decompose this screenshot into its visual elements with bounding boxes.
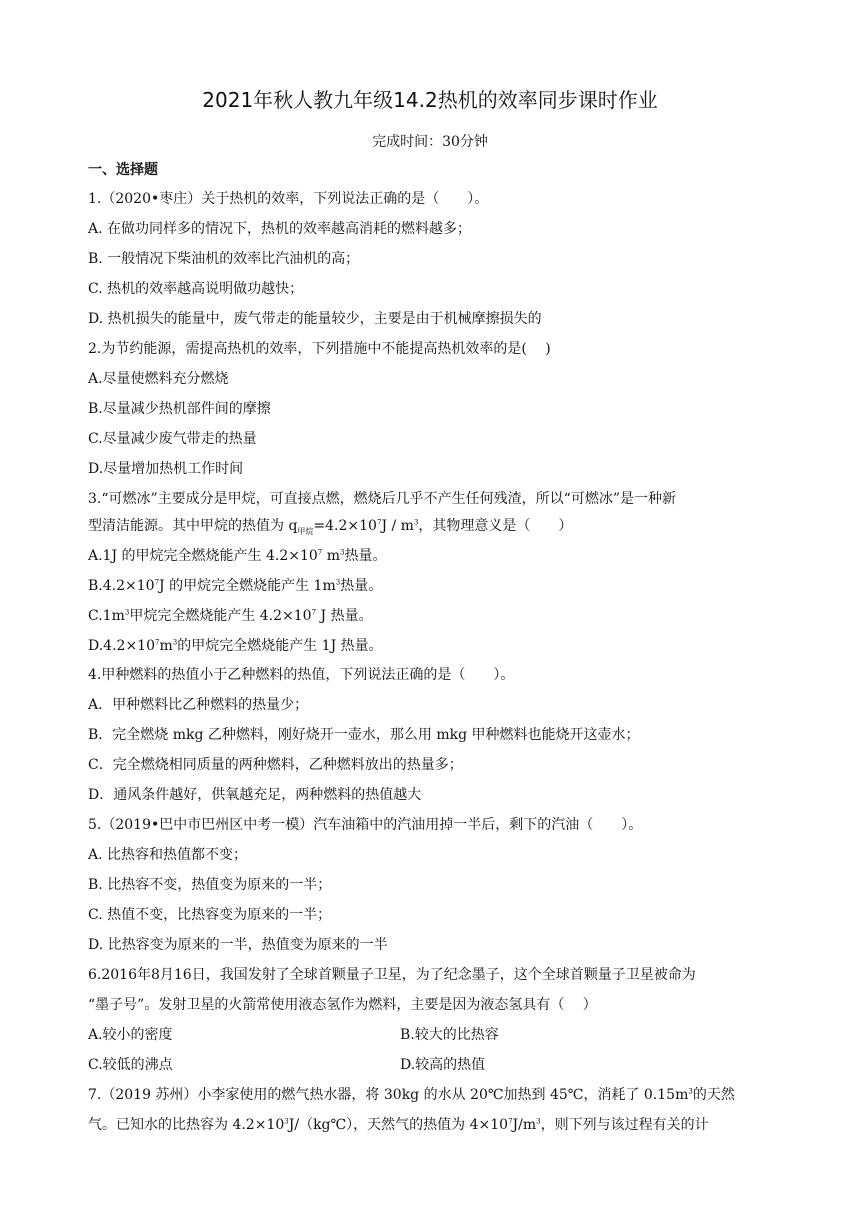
question-6-option-a: A.较小的密度 xyxy=(88,1027,173,1043)
question-5-stem: 5.（2019•巴中市巴州区中考一模）汽车油箱中的汽油用掉一半后，剩下的汽油（ ）。 xyxy=(88,817,643,833)
question-5-option-c: C. 热值不变，比热容变为原来的一半； xyxy=(88,907,332,923)
time-limit: 完成时间：30分钟 xyxy=(372,134,488,150)
question-6-stem-line-2: “墨子号”。发射卫星的火箭常使用液态氢作为燃料，主要是因为液态氢具有（ ） xyxy=(88,997,597,1013)
question-3-option-a: A.1J 的甲烷完全燃烧能产生 $4.2\times 10^7$ $m^3$热量。 xyxy=(88,548,387,564)
question-6-stem-line-1: 6.2016年8月16日，我国发射了全球首颗量子卫星，为了纪念墨子，这个全球首颗量子卫星被命为 xyxy=(88,967,696,983)
question-7-line-1: 7.（2019 苏州）小李家使用的燃气热水器，将 30kg 的水从 20℃加热到 45℃，消耗了 $0.15m^3$的天然 xyxy=(88,1087,735,1103)
question-4-stem: 4.甲种燃料的热值小于乙种燃料的热值，下列说法正确的是（ ）。 xyxy=(88,667,515,683)
question-3-stem-line-2: 型清洁能源。其中甲烷的热值为 $q_{甲烷}=4.2\times 10^7J / m^3$，其物理意义是（ ） xyxy=(88,518,573,536)
question-4-option-b: B．完全燃烧 mkg 乙种燃料，刚好烧开一壶水，那么用 mkg 甲种燃料也能烧开这壶水； xyxy=(88,727,640,743)
question-1-option-b: B. 一般情况下柴油机的效率比汽油机的高； xyxy=(88,251,360,267)
question-4-option-d: D．通风条件越好，供氧越充足，两种燃料的热值越大 xyxy=(88,787,422,803)
question-3-option-c: $C.1m^3$甲烷完全燃烧能产生 $4.2\times 10^7$ J 热量。 xyxy=(88,608,373,624)
question-2-stem: 2.为节约能源，需提高热机的效率，下列措施中不能提高热机效率的是( ) xyxy=(88,341,551,357)
question-3-option-b: $B.4.2\times 10^7J$ 的甲烷完全燃烧能产生 $1m^3$热量。 xyxy=(88,578,383,594)
document-title: 2021年秋人教九年级14.2热机的效率同步课时作业 xyxy=(202,88,658,112)
question-1-option-c: C. 热机的效率越高说明做功越快； xyxy=(88,281,304,297)
question-3-option-d: $D.4.2\times 10^7m^3$的甲烷完全燃烧能产生 1J 热量。 xyxy=(88,638,383,654)
question-4-option-c: C．完全燃烧相同质量的两种燃料，乙种燃料放出的热量多； xyxy=(88,757,463,773)
question-1-option-a: A. 在做功同样多的情况下，热机的效率越高消耗的燃料越多； xyxy=(88,221,472,237)
question-2-option-a: A.尽量使燃料充分燃烧 xyxy=(88,371,229,387)
question-2-option-d: D.尽量增加热机工作时间 xyxy=(88,461,244,477)
question-5-option-a: A. 比热容和热值都不变； xyxy=(88,847,248,863)
question-2-option-c: C.尽量减少废气带走的热量 xyxy=(88,431,257,447)
question-2-option-b: B.尽量减少热机部件间的摩擦 xyxy=(88,401,271,417)
question-6-option-c: C.较低的沸点 xyxy=(88,1057,173,1073)
question-4-option-a: A．甲种燃料比乙种燃料的热量少； xyxy=(88,697,309,713)
question-1-stem: 1.（2020•枣庄）关于热机的效率，下列说法正确的是（ ）。 xyxy=(88,191,489,207)
section-heading: 一、选择题 xyxy=(88,162,158,178)
question-5-option-d: D. 比热容变为原来的一半，热值变为原来的一半 xyxy=(88,937,388,953)
question-5-option-b: B. 比热容不变，热值变为原来的一半； xyxy=(88,877,332,893)
question-6-option-d: D.较高的热值 xyxy=(400,1057,486,1073)
question-1-option-d: D. 热机损失的能量中，废气带走的能量较少，主要是由于机械摩擦损失的 xyxy=(88,311,542,327)
question-3-stem-line-1: 3.“可燃冰”主要成分是甲烷，可直接点燃，燃烧后几乎不产生任何残渣，所以“可燃冰”是一种新 xyxy=(88,491,676,507)
question-7-line-2: 气。已知水的比热容为 $4.2\times 10^3J/(kg℃)$，天然气的热值为 $4\times 10^7J/m^3$，则下列与该过程有关的计 xyxy=(88,1117,709,1133)
question-6-option-b: B.较大的比热容 xyxy=(400,1027,499,1043)
